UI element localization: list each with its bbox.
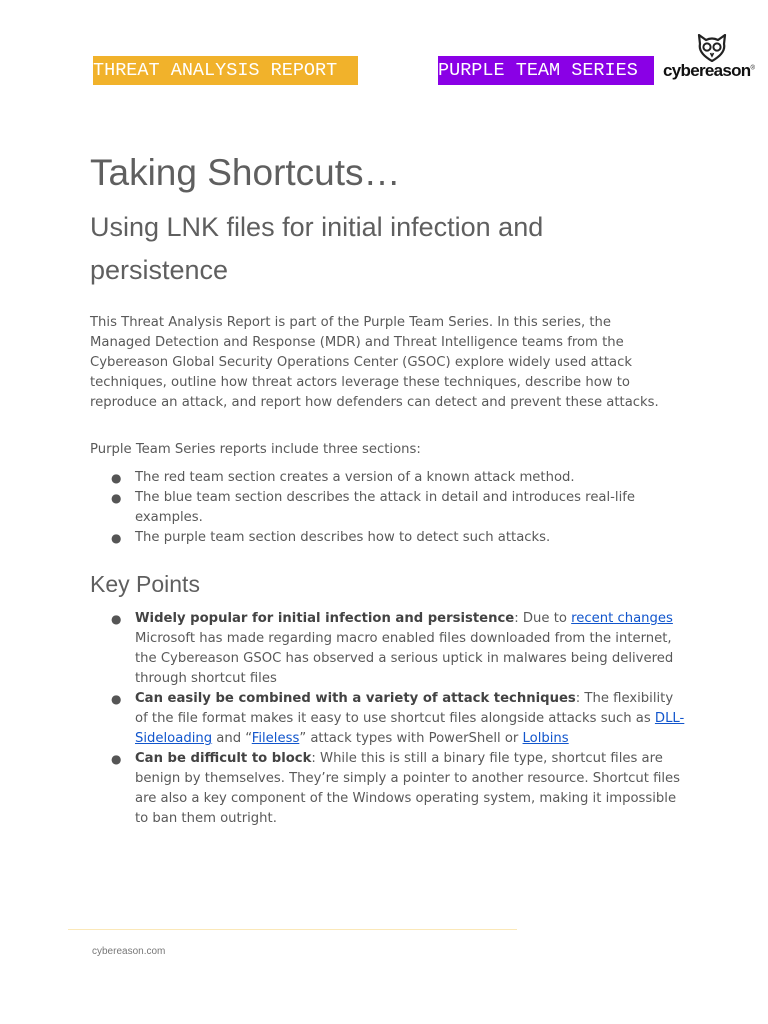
- bullet: ●: [111, 531, 122, 545]
- intro-paragraph: This Threat Analysis Report is part of the Purple Team Series. In this series, the Managed Detection and Response (MDR) and Threat Intelligence teams from the Cybereason Global Security Operations Center (GSOC) explore widely used attack techniques, outline how threat actors leverage these techniques, describe how to reproduce an attack, and report how defenders can detect and prevent these attacks.: [90, 315, 659, 410]
- bullet: ●: [111, 612, 122, 626]
- list-item: [90, 528, 675, 548]
- trademark-mark: ®: [750, 65, 755, 72]
- key-point-title: Can easily be combined with a variety of attack techniques: [135, 691, 576, 706]
- footer-site: cybereason.com: [92, 946, 166, 957]
- list-item-text: The purple team section describes how to detect such attacks.: [135, 530, 551, 545]
- page-title: Taking Shortcuts…: [90, 152, 401, 193]
- key-point-text: : Due to: [514, 611, 572, 626]
- bullet: ●: [111, 471, 122, 485]
- key-point-item: [90, 689, 690, 749]
- brand-name: cybereason: [663, 61, 751, 80]
- list-item-text: The blue team section describes the attack in detail and introduces real-life examples.: [135, 490, 636, 525]
- key-point-text: ” attack types with PowerShell or: [299, 731, 523, 746]
- recent-changes-link[interactable]: recent changes: [571, 611, 673, 626]
- sections-intro: Purple Team Series reports include three sections:: [90, 442, 421, 457]
- fileless-link[interactable]: Fileless: [251, 731, 300, 746]
- owl-icon: [696, 34, 728, 62]
- page-subtitle: Using LNK files for initial infection and persistence: [90, 212, 544, 285]
- key-point-item: [90, 749, 690, 829]
- sections-list: [90, 468, 675, 548]
- key-point-title: Widely popular for initial infection and persistence: [135, 611, 515, 626]
- key-point-title: Can be difficult to block: [135, 751, 312, 766]
- lolbins-link[interactable]: Lolbins: [522, 731, 569, 746]
- cybereason-logo: [663, 34, 767, 84]
- key-points-list: [90, 609, 690, 829]
- key-point-text: : While this is still a binary file type, shortcut files are benign by themselves. They’re simply a pointer to another resource. Shortcut files are also a key component of the Windows operating system, making it impossible to ban them outright.: [135, 751, 681, 826]
- key-point-text: : The flexibility of the file format makes it easy to use shortcut files alongside attacks such as: [135, 691, 674, 726]
- report-type-tag: THREAT ANALYSIS REPORT: [93, 56, 358, 85]
- list-item-text: The red team section creates a version of a known attack method.: [135, 470, 575, 485]
- key-point-text: and “: [212, 731, 252, 746]
- key-point-text: Microsoft has made regarding macro enabled files downloaded from the internet, the Cybereason GSOC has observed a serious uptick in malwares being delivered through shortcut files: [135, 631, 674, 686]
- list-item: [90, 468, 675, 488]
- bullet: ●: [111, 752, 122, 766]
- series-tag: PURPLE TEAM SERIES: [438, 56, 654, 85]
- key-point-item: [90, 609, 690, 689]
- dll-sideloading-link[interactable]: DLL-Sideloading: [135, 711, 685, 746]
- bullet: ●: [111, 692, 122, 706]
- list-item: [90, 488, 675, 528]
- footer-divider: [68, 929, 517, 930]
- bullet: ●: [111, 491, 122, 505]
- key-points-heading: Key Points: [90, 571, 200, 597]
